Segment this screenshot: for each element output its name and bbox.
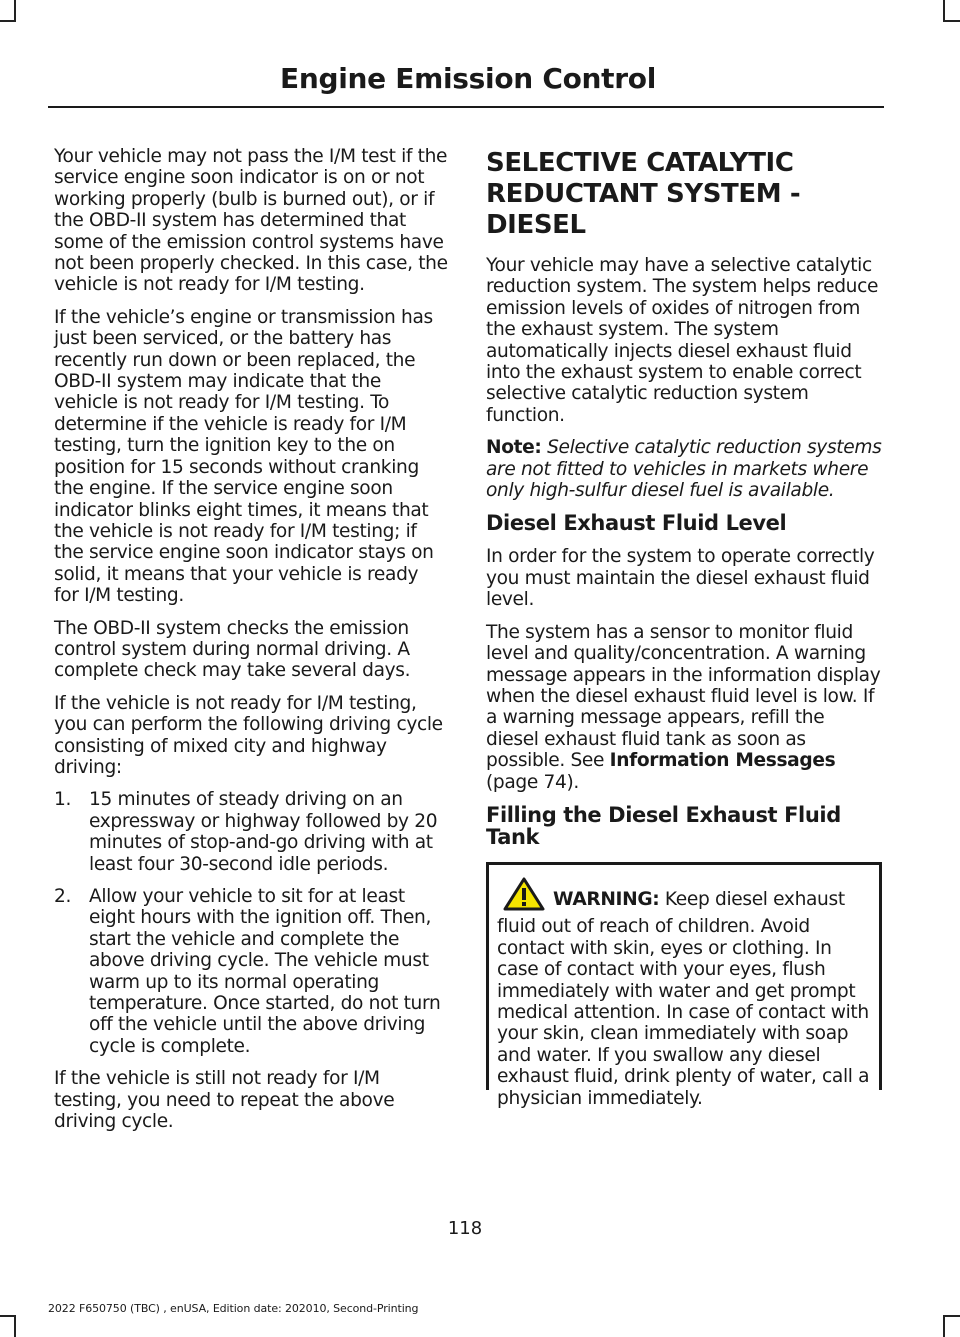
page-footer: 2022 F650750 (TBC) , enUSA, Edition date: 202010, Second-Printing — [48, 1302, 419, 1315]
warning-triangle-icon — [503, 877, 545, 916]
header-divider — [48, 106, 884, 108]
page-number: 118 — [447, 1218, 483, 1239]
page-header-title: Engine Emission Control — [280, 62, 656, 95]
note-label: Note: — [486, 437, 542, 459]
crop-mark-top-right-v — [943, 0, 945, 20]
note-body: Selective catalytic reduction systems are not fitted to vehicles in markets where only high-sulfur diesel fuel is available. — [486, 437, 882, 502]
note-paragraph — [486, 437, 882, 501]
cross-reference-page: (page 74). — [486, 771, 579, 793]
paragraph-repeat-cycle: If the vehicle is still not ready for I/M testing, you need to repeat the above driving cycle. — [54, 1068, 395, 1133]
list-item — [54, 886, 448, 1057]
warning-box — [486, 862, 882, 1109]
paragraph-maintain-level: In order for the system to operate correctly you must maintain the diesel exhaust fluid level. — [486, 546, 875, 611]
step-number: 2. — [54, 886, 72, 907]
crop-mark-top-left-v — [14, 0, 16, 20]
section-title-line-1: SELECTIVE CATALYTIC — [486, 148, 794, 178]
paragraph-scr-intro: Your vehicle may have a selective catalytic reduction system. The system helps reduce emission levels of oxides of nitrogen from the exhaust system. The system automatically injects diesel exhaust fluid into the exhaust system to enable correct selective catalytic reduction system function. — [486, 255, 879, 426]
crop-mark-bottom-right-h — [943, 1315, 960, 1317]
paragraph-serviced: If the vehicle’s engine or transmission has just been serviced, or the battery has recently run down or been replaced, the OBD-II system may indicate that the vehicle is not ready for I/M testing. To determine if the vehicle is ready for I/M testing, turn the ignition key to the on position for 15 seconds without cranking the engine. If the service engine soon indicator blinks eight times, it means that the vehicle is not ready for I/M testing; if the service engine soon indicator stays on solid, it means that your vehicle is ready for I/M testing. — [54, 306, 434, 607]
warning-text: Keep diesel exhaust fluid out of reach of children. Avoid contact with skin, eyes or clothing. In case of contact with your eyes, flush immediately with water and get prompt medical attention. In case of contact with your skin, clean immediately with soap and water. If you swallow any diesel exhaust fluid, drink plenty of water, call a physician immediately. — [497, 888, 870, 1109]
crop-mark-bottom-left-v — [14, 1317, 16, 1337]
warning-paragraph — [497, 877, 871, 1109]
driving-cycle-steps — [54, 789, 448, 1057]
step-number: 1. — [54, 789, 72, 811]
left-column — [54, 146, 448, 1143]
paragraph-driving-cycle: If the vehicle is not ready for I/M testing, you can perform the following driving cycle consisting of mixed city and highway driving: — [54, 692, 443, 778]
subheading-def-level: Diesel Exhaust Fluid Level — [486, 511, 787, 536]
paragraph-obd-check: The OBD-II system checks the emission control system during normal driving. A complete check may take several days. — [54, 617, 411, 682]
warning-label: WARNING: — [553, 888, 660, 910]
paragraph-sensor — [486, 622, 882, 793]
section-title-line-2: REDUCTANT SYSTEM - DIESEL — [486, 179, 801, 240]
section-title — [486, 148, 882, 241]
crop-mark-bottom-left-h — [0, 1315, 16, 1317]
step-text: Allow your vehicle to sit for at least eight hours with the ignition off. Then, start the vehicle and complete the above driving cycle. The vehicle must warm up to its normal operating temperature. Once started, do not turn off the vehicle until the above driving cycle is complete. — [89, 886, 441, 1057]
paragraph-im-test: Your vehicle may not pass the I/M test if the service engine soon indicator is on or not working properly (bulb is burned out), or if the OBD-II system has determined that some of the emission control systems have not been properly checked. In this case, the vehicle is not ready for I/M testing. — [54, 146, 448, 296]
subheading-filling-tank: Filling the Diesel Exhaust Fluid Tank — [486, 802, 841, 849]
list-item — [54, 789, 448, 875]
crop-mark-top-left-h — [0, 20, 16, 22]
sensor-text: The system has a sensor to monitor fluid level and quality/concentration. A warning message appears in the information display when the diesel exhaust fluid level is low. If a warning message appears, refill the diesel exhaust fluid tank as soon as possible. See — [486, 621, 881, 772]
cross-reference-link[interactable]: Information Messages — [609, 750, 836, 772]
right-column — [486, 146, 882, 1109]
crop-mark-bottom-right-v — [943, 1317, 945, 1337]
crop-mark-top-right-h — [943, 20, 960, 22]
step-text: 15 minutes of steady driving on an expressway or highway followed by 20 minutes of stop-and-go driving with at least four 30-second idle periods. — [89, 789, 438, 875]
